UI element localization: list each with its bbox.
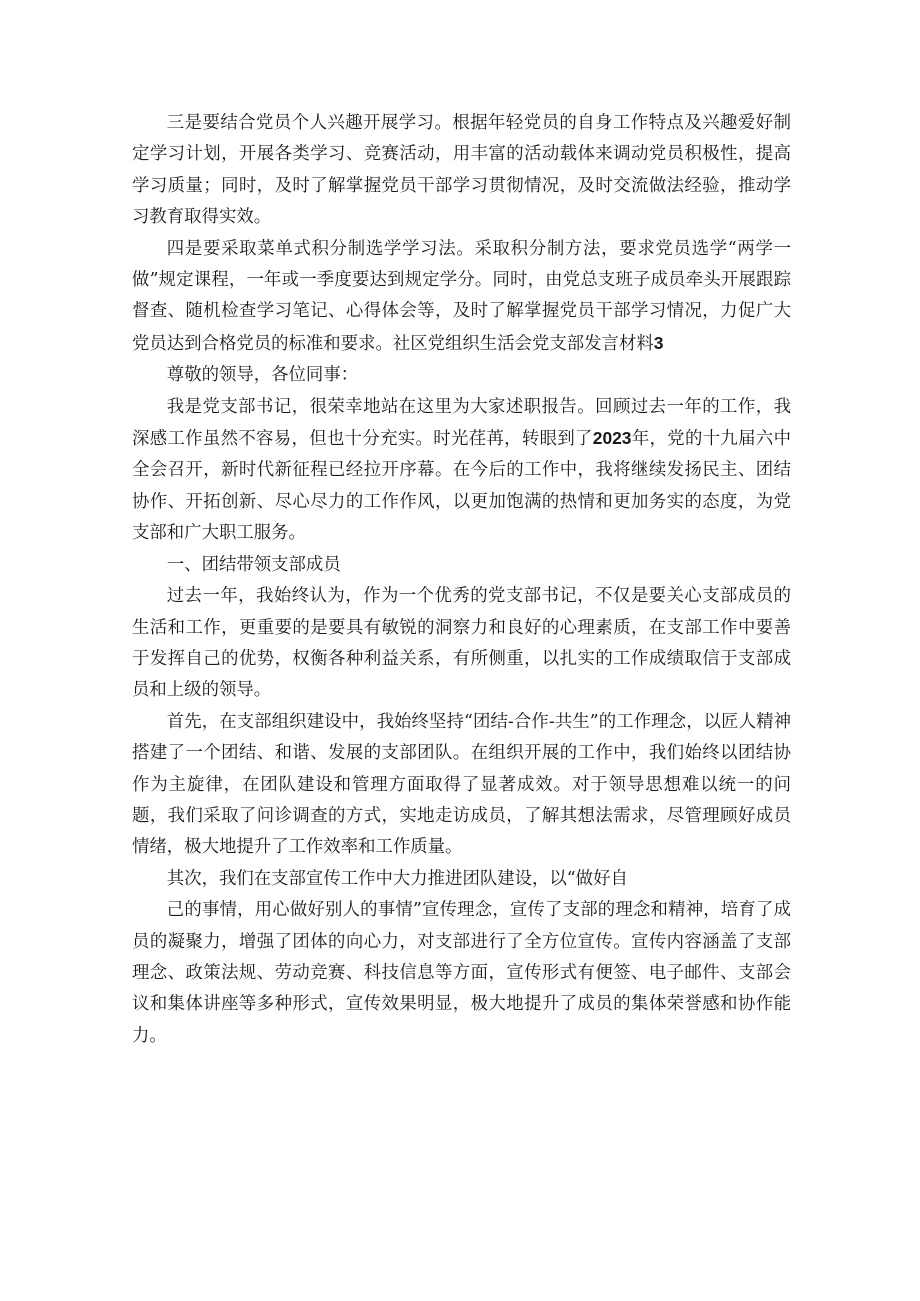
material-number: 3 bbox=[653, 332, 664, 353]
section-heading-unite-members bbox=[132, 550, 791, 581]
paragraph-text: 过去一年，我始终认为，作为一个优秀的党支部书记，不仅是要关心支部成员的生活和工作，更重要的是要具有敏锐的洞察力和良好的心理素质，在支部工作中要善于发挥自己的优势，权衡各种利益关系，有所侧重，以扎实的工作成绩取信于支部成员和上级的领导。 bbox=[132, 586, 791, 701]
paragraph-first-organization bbox=[132, 707, 791, 864]
paragraph-publicity-continued bbox=[132, 895, 791, 1052]
paragraph-text: 我是党支部书记，很荣幸地站在这里为大家述职报告。回顾过去一年的工作，我深感工作虽然不容易，但也十分充实。时光荏苒，转眼到了 bbox=[132, 396, 791, 450]
paragraph-text: 首先，在支部组织建设中，我始终坚持“团结-合作-共生”的工作理念，以匠人精神搭建了一个团结、和谐、发展的支部团队。在组织开展的工作中，我们始终以团结协作为主旋律，在团队建设和管理方面取得了显著成效。对于领导思想难以统一的问题，我们采取了问诊调查的方式，实地走访成员，了解其想法需求，尽管理顾好成员情绪，极大地提升了工作效率和工作质量。 bbox=[132, 711, 791, 858]
salutation-text: 尊敬的领导，各位同事： bbox=[166, 365, 359, 386]
paragraph-text: 己的事情，用心做好别人的事情”宣传理念，宣传了支部的理念和精神，培育了成员的凝聚力，增强了团体的向心力，对支部进行了全方位宣传。宣传内容涵盖了支部理念、政策法规、劳动竞赛、科技信息等方面，宣传形式有便签、电子邮件、支部会议和集体讲座等多种形式，宣传效果明显，极大地提升了成员的集体荣誉感和协作能力。 bbox=[132, 900, 791, 1046]
paragraph-study-interest bbox=[132, 108, 791, 234]
paragraph-text: 年，党的十九届六中全会召开，新时代新征程已经拉开序幕。在今后的工作中，我将继续发扬民主、团结协作、开拓创新、尽心尽力的工作作风，以更加饱满的热情和更加务实的态度，为党支部和广大职工服务。 bbox=[132, 429, 791, 544]
paragraph-text: 三是要结合党员个人兴趣开展学习。根据年轻党员的自身工作特点及兴趣爱好制定学习计划，开展各类学习、竞赛活动，用丰富的活动载体来调动党员积极性，提高学习质量；同时，及时了解掌握党员干部学习贯彻情况，及时交流做法经验，推动学习教育取得实效。 bbox=[132, 113, 791, 228]
paragraph-text: 其次，我们在支部宣传工作中大力推进团队建设，以“做好自 bbox=[166, 868, 628, 889]
paragraph-second-publicity bbox=[132, 864, 791, 895]
paragraph-introduction bbox=[132, 392, 791, 550]
document-page bbox=[132, 108, 791, 1052]
paragraph-menu-credit-study bbox=[132, 234, 791, 361]
paragraph-past-year bbox=[132, 581, 791, 707]
year-number: 2023 bbox=[592, 428, 632, 449]
heading-text: 一、团结带领支部成员 bbox=[166, 554, 341, 575]
paragraph-text: 四是要采取菜单式积分制选学学习法。采取积分制方法，要求党员选学“两学一做”规定课程，一年或一季度要达到规定学分。同时，由党总支班子成员牵头开展跟踪督查、随机检查学习笔记、心得体会等，及时了解掌握党员干部学习情况，力促广大党员达到合格党员的标准和要求。社区党组织生活会党支部发言材料 bbox=[132, 238, 791, 354]
paragraph-salutation bbox=[132, 360, 791, 391]
